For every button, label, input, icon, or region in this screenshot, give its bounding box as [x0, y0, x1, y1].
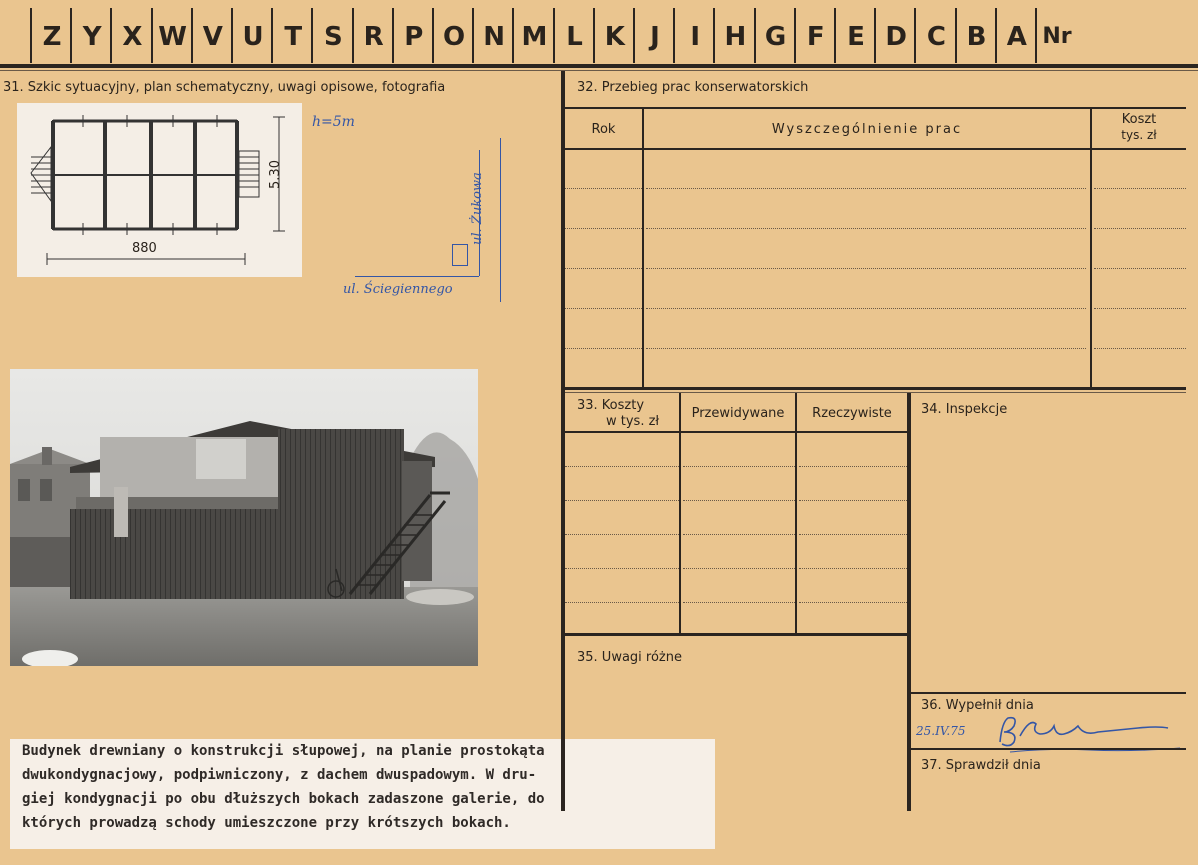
index-letter: O: [432, 8, 474, 63]
entry-row-rule: [1094, 308, 1186, 309]
street-line-vertical: [500, 138, 501, 302]
col-divider-cost: [1090, 108, 1092, 388]
index-letter: I: [673, 8, 715, 63]
index-letter: S: [311, 8, 353, 63]
col-divider-planned: [679, 393, 681, 633]
building-photograph: [10, 369, 478, 666]
index-letter: V: [191, 8, 233, 63]
completion-date: 25.IV.75: [916, 724, 966, 738]
entry-row-rule: [565, 308, 642, 309]
description-typed-note: [10, 739, 715, 849]
entry-row-rule: [646, 188, 1086, 189]
index-letter: M: [512, 8, 554, 63]
cost-row-rule: [683, 466, 795, 467]
description-line: giej kondygnacji po obu dłuższych bokach zadaszone galerie, do: [22, 791, 545, 807]
cost-row-rule: [799, 500, 907, 501]
building-location-marker: [452, 244, 468, 266]
column-header-cost-title: Koszt: [1121, 112, 1157, 127]
cost-row-rule: [799, 534, 907, 535]
column-divider: [561, 71, 565, 811]
cost-row-rule: [565, 500, 679, 501]
cost-row-rule: [799, 568, 907, 569]
floor-plan-sketch: [17, 103, 302, 277]
section-35-title: 35. Uwagi różne: [577, 650, 682, 665]
entry-row-rule: [646, 308, 1086, 309]
column-header-description: Wyszczególnienie prac: [771, 122, 963, 137]
index-letter: N: [472, 8, 514, 63]
entry-row-rule: [1094, 348, 1186, 349]
section-32-title: 32. Przebieg prac konserwatorskich: [577, 80, 809, 95]
section-37-top-rule: [911, 748, 1186, 750]
street-label-zukowa: ul. Żukowa: [470, 172, 485, 245]
section-34-title: 34. Inspekcje: [921, 402, 1008, 417]
column-header-actual: Rzeczywiste: [812, 406, 892, 421]
cost-row-rule: [565, 602, 679, 603]
section-32-bottom-rule: [565, 387, 1186, 390]
index-letter: J: [633, 8, 675, 63]
entry-row-rule: [1094, 268, 1186, 269]
height-note: h=5m: [312, 114, 355, 130]
section-32-top-rule: [565, 107, 1186, 109]
cost-row-rule: [565, 568, 679, 569]
section-31-title: 31. Szkic sytuacyjny, plan schematyczny, uwagi opisowe, fotografia: [3, 80, 446, 95]
index-letter: C: [914, 8, 956, 63]
index-letter: A: [995, 8, 1037, 63]
index-letter: T: [271, 8, 313, 63]
cost-row-rule: [683, 568, 795, 569]
cost-row-rule: [799, 602, 907, 603]
index-letter: F: [794, 8, 836, 63]
section-37-title: 37. Sprawdził dnia: [921, 758, 1041, 773]
index-letter: Y: [70, 8, 112, 63]
column-header-cost-unit: tys. zł: [1121, 128, 1157, 142]
index-letter: D: [874, 8, 916, 63]
index-letter: Z: [30, 8, 72, 63]
index-letter: K: [593, 8, 635, 63]
entry-row-rule: [1094, 188, 1186, 189]
entry-row-rule: [565, 228, 642, 229]
description-line: których prowadzą schody umieszczone przy krótszych bokach.: [22, 815, 511, 831]
index-letter: U: [231, 8, 273, 63]
floor-plan-drawing: [17, 103, 302, 277]
section-32-bottom-thin-rule: [565, 392, 1186, 393]
street-line-horizontal: [355, 276, 479, 277]
section-33-title: 33. Koszty: [577, 398, 645, 413]
entry-row-rule: [565, 268, 642, 269]
description-line: dwukondygnacjowy, podpiwniczony, z dachem dwuspadowym. W dru-: [22, 767, 537, 783]
index-letter: P: [392, 8, 434, 63]
street-label-sciegiennego: ul. Ściegiennego: [343, 282, 453, 297]
section-36-title: 36. Wypełnił dnia: [921, 698, 1034, 713]
entry-row-rule: [565, 348, 642, 349]
header-thin-rule: [0, 70, 1198, 71]
index-letter-row: [30, 8, 1170, 63]
col-divider-actual: [795, 393, 797, 633]
cost-row-rule: [565, 466, 679, 467]
index-letter: X: [110, 8, 152, 63]
header-bottom-rule: [0, 64, 1198, 68]
column-header-year: Rok: [591, 122, 616, 137]
section-32-header-rule: [565, 148, 1186, 150]
section-33-unit: w tys. zł: [606, 414, 660, 429]
entry-row-rule: [646, 348, 1086, 349]
entry-row-rule: [646, 228, 1086, 229]
cost-row-rule: [683, 534, 795, 535]
entry-row-rule: [1094, 228, 1186, 229]
section-33-bottom-rule: [565, 633, 909, 636]
index-letter: Nr: [1035, 8, 1077, 63]
cost-row-rule: [683, 602, 795, 603]
description-line: Budynek drewniany o konstrukcji słupowej, na planie prostokąta: [22, 743, 545, 759]
width-dimension: 880: [132, 241, 157, 256]
column-header-planned: Przewidywane: [691, 406, 785, 421]
index-letter: B: [955, 8, 997, 63]
index-letter: E: [834, 8, 876, 63]
cost-row-rule: [565, 534, 679, 535]
col-divider-year: [642, 108, 644, 388]
index-letter: R: [352, 8, 394, 63]
index-letter: W: [151, 8, 193, 63]
depth-dimension: 5.30: [267, 160, 283, 189]
cost-row-rule: [799, 466, 907, 467]
index-letter: G: [754, 8, 796, 63]
index-letter: H: [713, 8, 755, 63]
section-33-header-rule: [565, 431, 909, 433]
entry-row-rule: [646, 268, 1086, 269]
cost-row-rule: [683, 500, 795, 501]
entry-row-rule: [565, 188, 642, 189]
section-36-top-rule: [911, 692, 1186, 694]
index-letter: L: [553, 8, 595, 63]
